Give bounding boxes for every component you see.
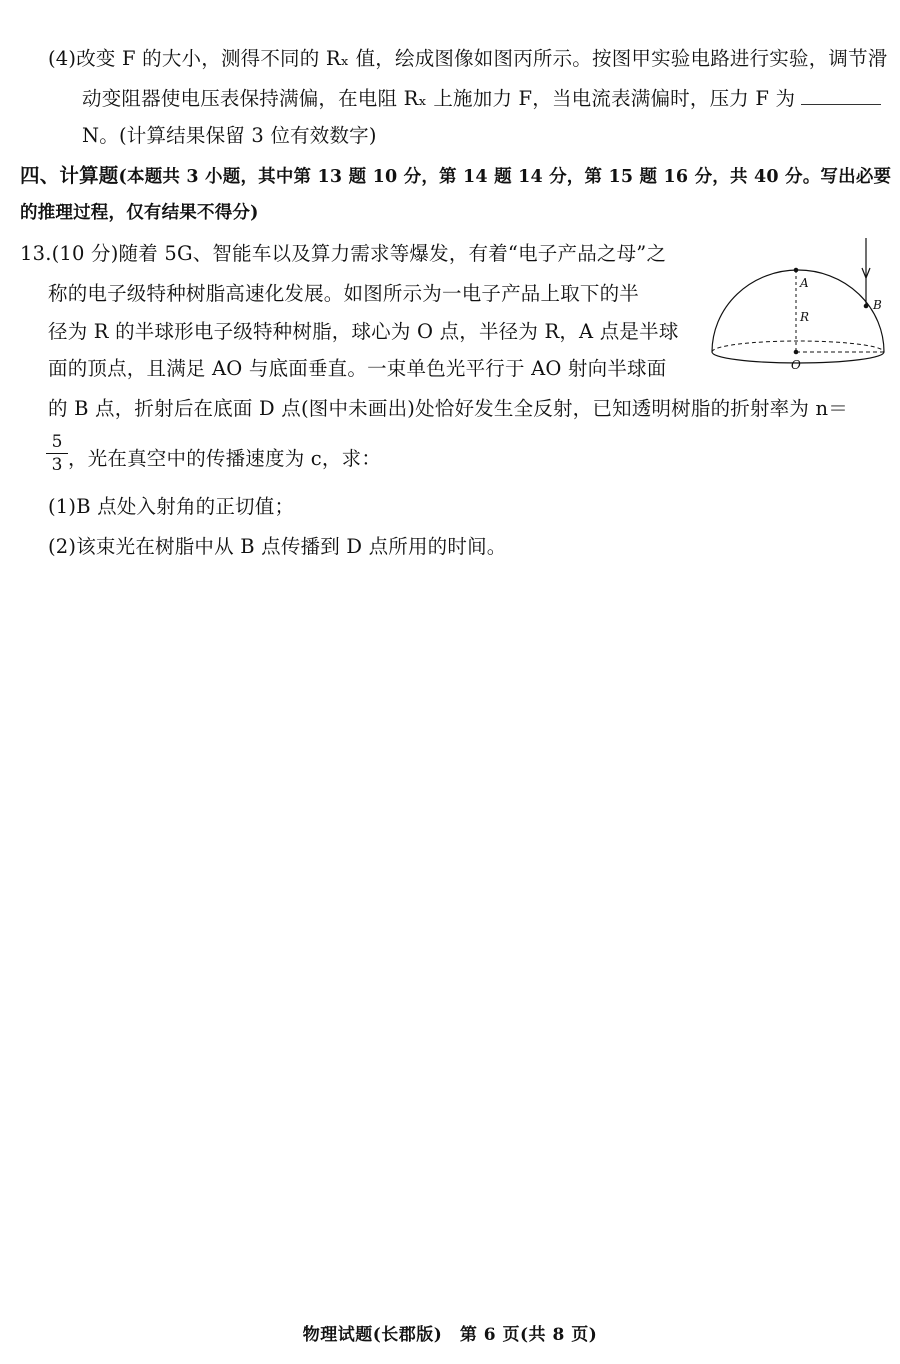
base-ellipse-back	[712, 341, 884, 352]
q12-part4-line2-text: 动变阻器使电压表保持满偏，在电阻 Rₓ 上施加力 F，当电流表满偏时，压力 F 为	[82, 87, 796, 110]
q13-line5: 的 B 点，折射后在底面 D 点(图中未画出)处恰好发生全反射，已知透明树脂的折射率为 n＝	[48, 397, 848, 420]
section4-line1	[20, 163, 891, 190]
answer-blank	[801, 86, 881, 105]
point-o	[794, 350, 799, 355]
point-b	[864, 304, 869, 309]
label-o: O	[791, 358, 801, 372]
section4-desc-line1: (本题共 3 小题，其中第 13 题 10 分，第 14 题 14 分，第 15 题 16 分，共 40 分。写出必要	[118, 167, 892, 187]
q13-line6: ，光在真空中的传播速度为 c，求：	[68, 447, 382, 470]
q13-line4: 面的顶点，且满足 AO 与底面垂直。一束单色光平行于 AO 射向半球面	[48, 357, 667, 380]
label-a: A	[800, 276, 809, 290]
hemisphere-outline	[712, 270, 884, 352]
fraction-denominator: 3	[51, 455, 63, 475]
refractive-index-fraction	[46, 432, 68, 475]
q13-line2: 称的电子级特种树脂高速化发展。如图所示为一电子产品上取下的半	[48, 282, 640, 305]
label-r: R	[800, 310, 810, 324]
q13-sub1: (1)B 点处入射角的正切值；	[48, 495, 295, 518]
q12-part4-line3: N。(计算结果保留 3 位有效数字)	[82, 124, 377, 147]
section4-heading: 四、计算题	[20, 164, 119, 187]
page-footer: 物理试题(长郡版) 第 6 页(共 8 页)	[302, 1325, 598, 1345]
hemisphere-figure	[700, 232, 895, 377]
point-a	[794, 268, 799, 273]
q13-sub2: (2)该束光在树脂中从 B 点传播到 D 点所用的时间。	[48, 535, 507, 558]
fraction-numerator: 5	[51, 432, 63, 452]
q12-part4-line1: (4)改变 F 的大小，测得不同的 Rₓ 值，绘成图像如图丙所示。按图甲实验电路进行实验，调节滑	[48, 47, 888, 70]
q13-line3: 径为 R 的半球形电子级特种树脂，球心为 O 点，半径为 R，A 点是半球	[48, 320, 679, 343]
section4-desc-line2: 的推理过程，仅有结果不得分)	[20, 203, 259, 223]
q13-line1: 13.(10 分)随着 5G、智能车以及算力需求等爆发，有着“电子产品之母”之	[20, 242, 667, 265]
q12-part4-line2	[82, 86, 881, 112]
label-b: B	[873, 298, 882, 312]
